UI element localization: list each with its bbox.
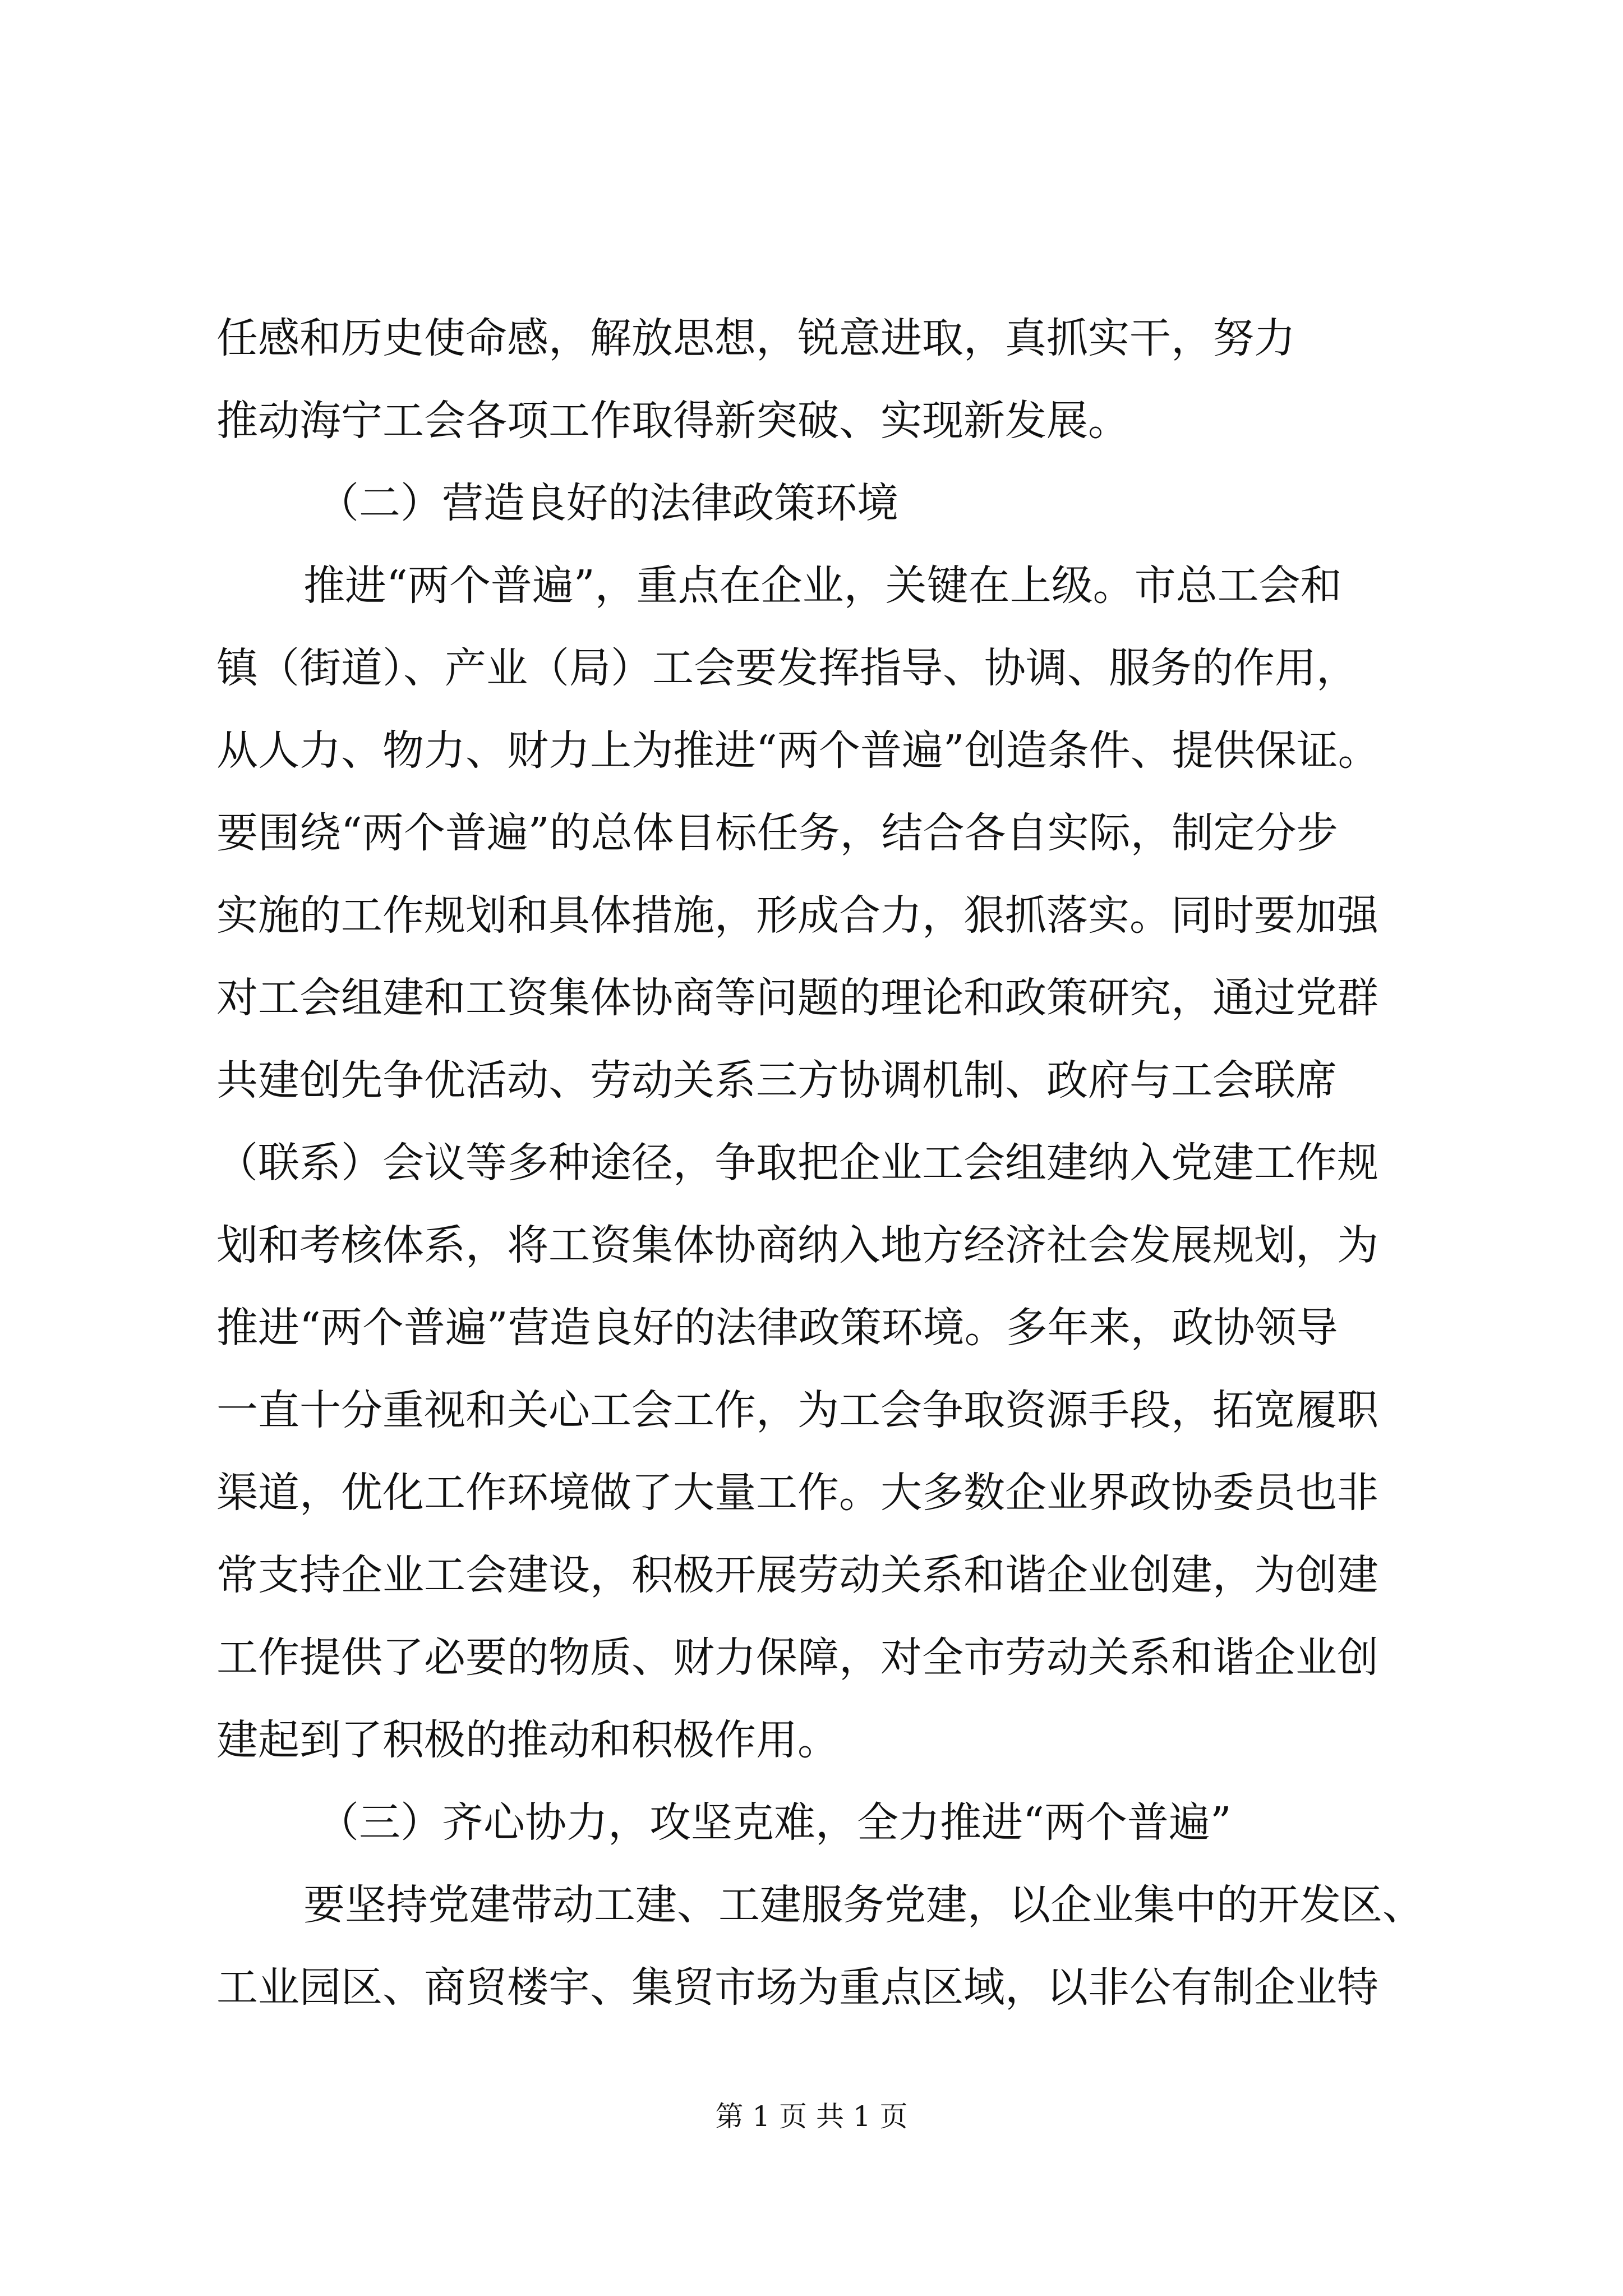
text-line: 共建创先争优活动、劳动关系三方协调机制、政府与工会联席 (216, 1056, 1337, 1105)
paragraph-start-line: 要坚持党建带动工建、工建服务党建，以企业集中的开发区、 (303, 1881, 1424, 1929)
section-heading: （三）齐心协力，攻坚克难，全力推进“两个普遍” (317, 1798, 1232, 1847)
text-line: 工作提供了必要的物质、财力保障，对全市劳动关系和谐企业创 (216, 1634, 1378, 1682)
text-line: 常支持企业工会建设，积极开展劳动关系和谐企业创建，为创建 (216, 1551, 1378, 1599)
document-body (216, 297, 1422, 2029)
text-line: 一直十分重视和关心工会工作，为工会争取资源手段，拓宽履职 (216, 1386, 1378, 1434)
paragraph-start-line: 推进“两个普遍”，重点在企业，关键在上级。市总工会和 (303, 562, 1342, 610)
text-line: 工业园区、商贸楼宇、集贸市场为重点区域，以非公有制企业特 (216, 1963, 1378, 2012)
text-line: 任感和历史使命感，解放思想，锐意进取，真抓实干，努力 (216, 314, 1295, 362)
page-footer: 第 1 页 共 1 页 (715, 2100, 908, 2133)
text-line: 渠道，优化工作环境做了大量工作。大多数企业界政协委员也非 (216, 1469, 1378, 1517)
text-line: 推动海宁工会各项工作取得新突破、实现新发展。 (216, 397, 1129, 445)
text-line: 镇（街道）、产业（局）工会要发挥指导、协调、服务的作用， (216, 644, 1358, 692)
text-line: 要围绕“两个普遍”的总体目标任务，结合各自实际，制定分步 (216, 809, 1338, 857)
text-line: 建起到了积极的推动和积极作用。 (216, 1716, 839, 1764)
section-heading: （二）营造良好的法律政策环境 (317, 479, 898, 527)
text-line: 从人力、物力、财力上为推进“两个普遍”创造条件、提供保证。 (216, 726, 1380, 775)
text-line: 实施的工作规划和具体措施，形成合力，狠抓落实。同时要加强 (216, 891, 1378, 940)
text-line: （联系）会议等多种途径，争取把企业工会组建纳入党建工作规 (216, 1139, 1378, 1187)
text-line: 推进“两个普遍”营造良好的法律政策环境。多年来，政协领导 (216, 1304, 1338, 1352)
text-line: 划和考核体系，将工资集体协商纳入地方经济社会发展规划，为 (216, 1221, 1378, 1269)
text-line: 对工会组建和工资集体协商等问题的理论和政策研究，通过党群 (216, 974, 1378, 1022)
